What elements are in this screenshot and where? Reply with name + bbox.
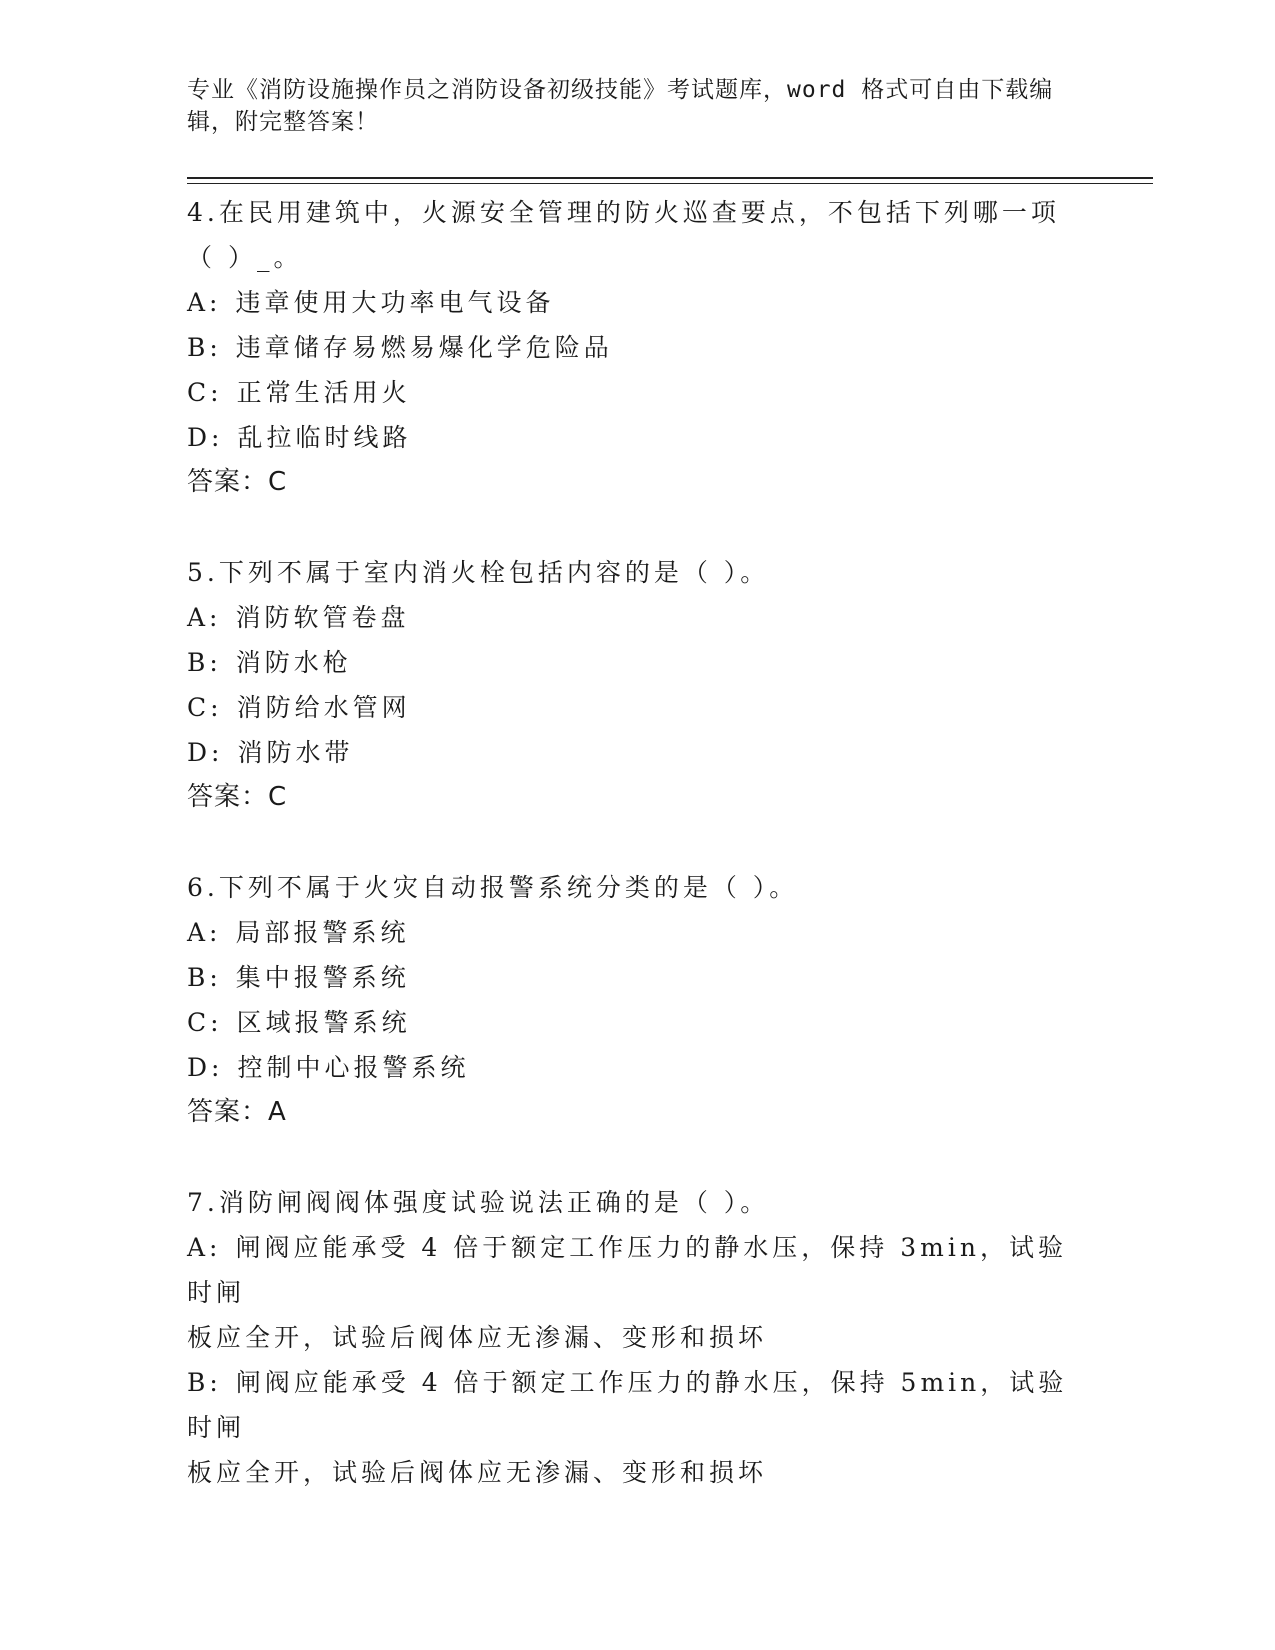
- option-text: 违章储存易燃易爆化学危险品: [235, 333, 613, 362]
- question-stem-continued: （ ）_。: [187, 243, 303, 272]
- question-stem: 5.下列不属于室内消火栓包括内容的是（ ）。: [187, 558, 770, 587]
- option-d: [187, 1045, 1087, 1090]
- option-d: [187, 415, 1087, 460]
- question-stem: 6.下列不属于火灾自动报警系统分类的是（ ）。: [187, 873, 799, 902]
- option-letter: A:: [187, 288, 222, 317]
- option-letter: B:: [187, 963, 222, 992]
- option-c: [187, 370, 1087, 415]
- question-6: [187, 865, 1087, 1134]
- option-a: [187, 595, 1087, 640]
- option-text: 乱拉临时线路: [237, 423, 412, 452]
- option-a: [187, 280, 1087, 325]
- option-text: 违章使用大功率电气设备: [235, 288, 555, 317]
- question-5: [187, 550, 1087, 819]
- option-text: 区域报警系统: [236, 1008, 411, 1037]
- answer-label: 答案：C: [187, 782, 288, 812]
- option-text: 消防给水管网: [236, 693, 411, 722]
- option-letter: C:: [187, 1008, 223, 1037]
- option-c: [187, 1000, 1087, 1045]
- header-line-2: 辑，附完整答案！: [187, 109, 379, 135]
- question-stem: 4.在民用建筑中，火源安全管理的防火巡查要点，不包括下列哪一项: [187, 198, 1060, 227]
- option-b: [187, 955, 1087, 1000]
- option-letter: A:: [187, 918, 222, 947]
- header-rule-thick: [187, 177, 1153, 179]
- option-letter: A:: [187, 1233, 222, 1262]
- option-b: [187, 1360, 1087, 1450]
- option-b-continued: 板应全开，试验后阀体应无渗漏、变形和损坏: [187, 1458, 768, 1487]
- option-text: 局部报警系统: [235, 918, 410, 947]
- option-a-continued: 板应全开，试验后阀体应无渗漏、变形和损坏: [187, 1323, 768, 1352]
- option-letter: D:: [187, 423, 224, 452]
- answer-label: 答案：C: [187, 467, 288, 497]
- option-text: 控制中心报警系统: [237, 1053, 470, 1082]
- option-letter: B:: [187, 1368, 222, 1397]
- question-7: [187, 1180, 1087, 1495]
- option-text: 闸阀应能承受 4 倍于额定工作压力的静水压，保持 5min，试验时闸: [187, 1368, 1068, 1442]
- option-text: 集中报警系统: [235, 963, 410, 992]
- option-text: 消防水带: [237, 738, 354, 767]
- header-rule-thin: [187, 183, 1153, 184]
- option-letter: D:: [187, 738, 224, 767]
- question-stem: 7.消防闸阀阀体强度试验说法正确的是（ ）。: [187, 1188, 770, 1217]
- option-letter: B:: [187, 333, 222, 362]
- option-text: 消防软管卷盘: [235, 603, 410, 632]
- header-line-1: 专业《消防设施操作员之消防设备初级技能》考试题库，word 格式可自由下载编: [187, 77, 1054, 103]
- option-b: [187, 640, 1087, 685]
- option-letter: B:: [187, 648, 222, 677]
- answer-label: 答案：A: [187, 1097, 287, 1127]
- option-letter: D:: [187, 1053, 224, 1082]
- option-letter: A:: [187, 603, 222, 632]
- option-letter: C:: [187, 378, 223, 407]
- question-4: [187, 190, 1087, 504]
- option-b: [187, 325, 1087, 370]
- option-c: [187, 685, 1087, 730]
- question-list: [187, 190, 1087, 1541]
- option-text: 正常生活用火: [236, 378, 411, 407]
- option-a: [187, 1225, 1087, 1315]
- option-letter: C:: [187, 693, 223, 722]
- option-d: [187, 730, 1087, 775]
- option-a: [187, 910, 1087, 955]
- option-text: 消防水枪: [235, 648, 352, 677]
- document-header: [187, 74, 1067, 138]
- option-text: 闸阀应能承受 4 倍于额定工作压力的静水压，保持 3min，试验时闸: [187, 1233, 1067, 1307]
